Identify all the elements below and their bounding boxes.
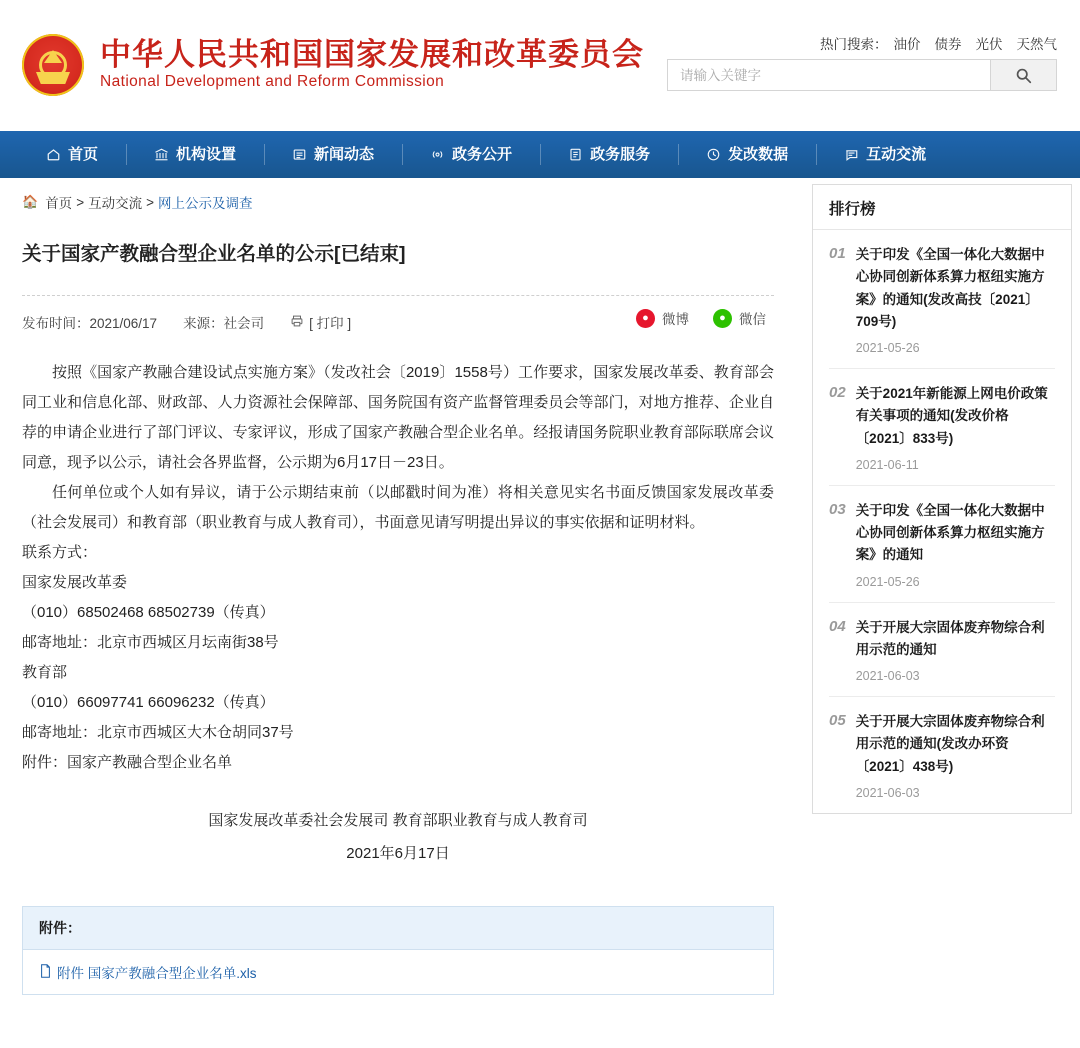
share-group	[636, 308, 766, 328]
list-item[interactable]	[829, 369, 1055, 486]
sidebar	[812, 178, 1072, 995]
source-value: 社会司	[223, 316, 265, 332]
nav-label: 机构设置	[176, 146, 237, 163]
list-item[interactable]	[829, 486, 1055, 603]
contact-line-6: （010）66097741 66096232（传真）	[22, 694, 275, 712]
hot-search-label: 热门搜索：	[820, 37, 888, 52]
main-column	[22, 178, 774, 995]
home-icon	[46, 147, 61, 162]
rank-number: 04	[829, 617, 846, 635]
nav-label: 政务公开	[452, 146, 513, 163]
rank-number: 02	[829, 384, 846, 402]
nav-label: 互动交流	[866, 146, 927, 163]
share-weibo[interactable]	[636, 308, 689, 328]
clock-icon	[706, 147, 721, 162]
ranking-list	[813, 230, 1071, 813]
breadcrumb-item-interaction[interactable]: 互动交流	[88, 196, 143, 211]
signature-org: 国家发展改革委社会发展司 教育部职业教育与成人教育司	[208, 812, 588, 830]
site-header	[0, 0, 1080, 131]
rank-number: 01	[829, 245, 846, 262]
contact-line-7: 邮寄地址：北京市西城区大木仓胡同37号	[22, 724, 294, 742]
rank-date: 2021-06-03	[855, 669, 920, 684]
print-label: [ 打印 ]	[309, 316, 352, 332]
bank-icon	[154, 147, 169, 162]
ranking-panel	[812, 184, 1072, 814]
contact-line-5: 教育部	[22, 664, 68, 682]
attachment-name: 附件 国家产教融合型企业名单.xls	[57, 966, 257, 982]
rank-number: 03	[829, 500, 846, 518]
article-meta	[22, 296, 774, 346]
share-wechat-label: 微信	[739, 312, 766, 328]
home-icon: 🏠	[22, 194, 39, 209]
source-label: 来源：	[183, 316, 224, 332]
national-emblem-icon	[22, 34, 84, 96]
nav-label: 首页	[68, 146, 99, 163]
rank-title[interactable]: 关于开展大宗固体废弃物综合利用示范的通知(发改办环资〔2021〕438号)	[855, 714, 1045, 774]
nav-item-services[interactable]	[540, 131, 678, 178]
signature-date: 2021年6月17日	[346, 845, 450, 863]
attachment-link[interactable]	[39, 962, 257, 982]
publish-time-value: 2021/06/17	[89, 316, 158, 332]
signature-block	[22, 804, 774, 870]
nav-item-data[interactable]	[678, 131, 816, 178]
paragraph-1: 按照《国家产教融合建设试点实施方案》（发改社会〔2019〕1558号）工作要求，国家发展改革委、教育部会同工业和信息化部、财政部、人力资源社会保障部、国务院国有资产监督管理委员会等部门，对地方推荐、企业自荐的申请企业进行了部门评议、专家评议，形成了国家产教融合型企业名单。经报请国务院职业教育部际联席会议同意，现予以公示，请社会各界监督，公示期为6月17日－23日。	[22, 364, 774, 472]
breadcrumb-item-home[interactable]: 首页	[45, 196, 73, 211]
hot-search-term-2[interactable]: 债券	[934, 37, 962, 52]
share-weibo-label: 微博	[662, 312, 689, 328]
page-container	[0, 178, 1080, 995]
nav-item-news[interactable]	[264, 131, 402, 178]
breadcrumb-separator: >	[146, 194, 154, 210]
publish-time	[22, 312, 157, 332]
rank-date: 2021-05-26	[855, 574, 920, 589]
nav-label: 发改数据	[728, 146, 789, 163]
publish-time-label: 发布时间：	[22, 316, 90, 332]
breadcrumb-separator: >	[76, 194, 85, 210]
hot-search	[820, 33, 1057, 53]
printer-icon	[290, 314, 304, 331]
rank-date: 2021-05-26	[855, 341, 920, 356]
wechat-icon: ●	[713, 309, 732, 328]
search-icon	[1015, 67, 1032, 84]
nav-item-government-affairs[interactable]	[402, 131, 540, 178]
contact-line-3: （010）68502468 68502739（传真）	[22, 604, 275, 622]
rank-title[interactable]: 关于开展大宗固体废弃物综合利用示范的通知	[855, 619, 1045, 657]
rank-title[interactable]: 关于印发《全国一体化大数据中心协同创新体系算力枢纽实施方案》的通知(发改高技〔2021〕709号)	[855, 247, 1045, 329]
hot-search-term-4[interactable]: 天然气	[1016, 37, 1057, 52]
hot-search-term-3[interactable]: 光伏	[975, 37, 1003, 52]
attachment-item[interactable]	[23, 950, 773, 994]
list-item[interactable]	[829, 230, 1055, 369]
contact-line-4: 邮寄地址：北京市西城区月坛南街38号	[22, 634, 279, 652]
chat-icon	[844, 147, 859, 162]
attachment-panel	[22, 906, 774, 995]
site-logo[interactable]	[22, 34, 644, 96]
broadcast-icon	[430, 147, 445, 162]
file-icon	[39, 964, 52, 981]
contact-line-2: 国家发展改革委	[22, 574, 128, 592]
rank-title[interactable]: 关于2021年新能源上网电价政策有关事项的通知(发改价格〔2021〕833号)	[855, 386, 1048, 446]
nav-item-interaction[interactable]	[816, 131, 954, 178]
article-body	[22, 346, 774, 870]
breadcrumb-item-current[interactable]: 网上公示及调查	[157, 196, 253, 211]
ranking-title: 排行榜	[813, 185, 1071, 230]
news-icon	[292, 147, 307, 162]
print-button[interactable]	[290, 312, 351, 332]
breadcrumb	[22, 178, 774, 222]
site-title-block	[100, 38, 644, 93]
nav-item-organization[interactable]	[126, 131, 264, 178]
search-button[interactable]	[990, 60, 1056, 90]
nav-label: 政务服务	[590, 146, 651, 163]
site-title-en: National Development and Reform Commission	[100, 73, 445, 91]
document-icon	[568, 147, 583, 162]
site-title-cn: 中华人民共和国国家发展和改革委员会	[100, 36, 644, 72]
attachment-header: 附件：	[23, 907, 773, 950]
search-input[interactable]	[668, 60, 990, 90]
rank-title[interactable]: 关于印发《全国一体化大数据中心协同创新体系算力枢纽实施方案》的通知	[855, 502, 1045, 563]
rank-date: 2021-06-11	[855, 457, 919, 472]
hot-search-term-1[interactable]: 油价	[893, 37, 921, 52]
rank-date: 2021-06-03	[855, 785, 920, 800]
nav-label: 新闻动态	[314, 146, 375, 163]
contact-line-1: 联系方式：	[22, 544, 98, 562]
weibo-icon: ●	[636, 309, 655, 328]
search-box	[667, 59, 1057, 91]
paragraph-2: 任何单位或个人如有异议，请于公示期结束前（以邮戳时间为准）将相关意见实名书面反馈国家发展改革委（社会发展司）和教育部（职业教育与成人教育司），书面意见请写明提出异议的事实依据和证明材料。	[22, 484, 774, 532]
share-wechat[interactable]	[713, 308, 766, 328]
main-nav	[0, 131, 1080, 178]
list-item[interactable]	[829, 603, 1055, 698]
page-title: 关于国家产教融合型企业名单的公示[已结束]	[22, 243, 406, 265]
nav-item-home[interactable]	[18, 131, 126, 178]
list-item[interactable]	[829, 697, 1055, 813]
rank-number: 05	[829, 712, 846, 730]
contact-line-8: 附件：国家产教融合型企业名单	[22, 754, 233, 772]
source	[183, 312, 264, 332]
